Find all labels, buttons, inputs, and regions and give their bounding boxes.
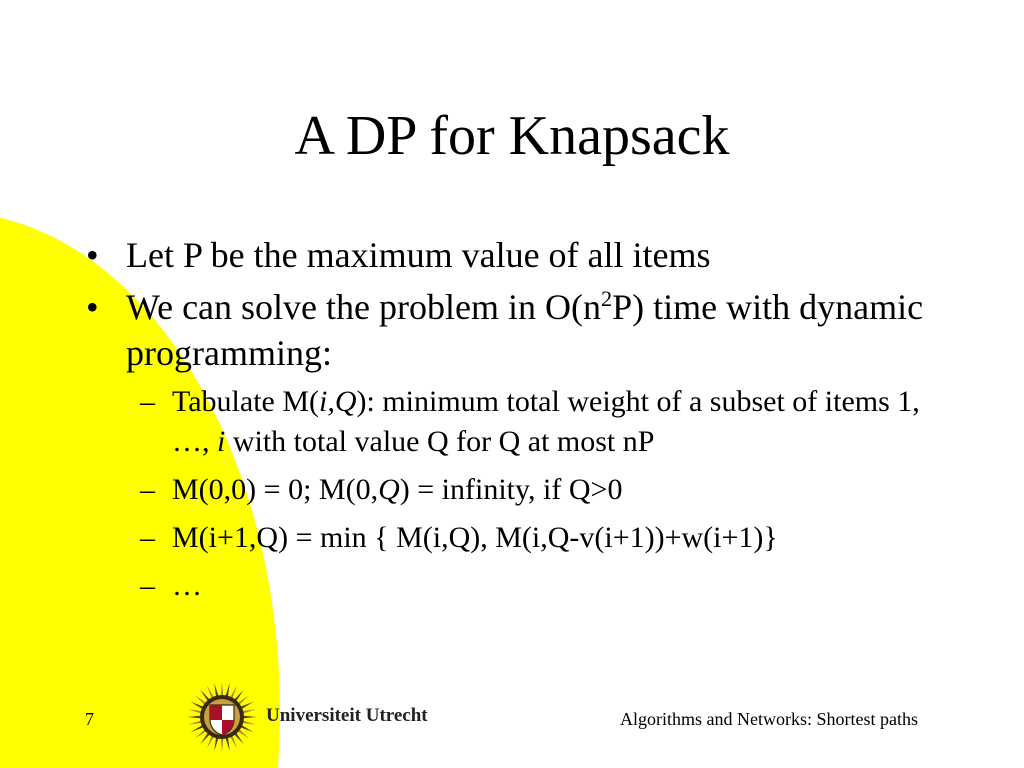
slide-title: A DP for Knapsack xyxy=(294,105,730,167)
bullet-symbol: • xyxy=(86,287,99,327)
subbullet-text xyxy=(172,569,202,602)
text-run: M(i+1,Q) = min { M(i,Q), M(i,Q-v(i+1))+w(i+1)} xyxy=(172,521,778,554)
seal-ray xyxy=(242,716,257,719)
text-run: with total value Q for Q at most nP xyxy=(225,425,655,458)
text-run: P) time with dynamic programming: xyxy=(126,287,924,373)
university-name: Universiteit Utrecht xyxy=(266,705,428,726)
dash-symbol: – xyxy=(140,569,155,602)
slide-content xyxy=(82,232,962,614)
text-run: Q xyxy=(378,473,400,506)
subbullet-1 xyxy=(126,382,962,462)
subbullet-2 xyxy=(126,470,962,510)
seal-ray xyxy=(221,682,224,697)
bullet-symbol: • xyxy=(86,235,99,275)
subbullet-4 xyxy=(126,566,962,606)
dash-symbol: – xyxy=(140,385,155,418)
text-run: ) = infinity, if Q>0 xyxy=(399,473,623,506)
bullet-1 xyxy=(82,232,962,278)
text-run: ): minimum total weight of a subset of items 1, …, xyxy=(172,385,920,458)
text-run: M(0,0) = 0; M(0, xyxy=(172,473,379,506)
seal-ray xyxy=(187,716,202,719)
text-run: i,Q xyxy=(319,385,357,418)
subbullet-3 xyxy=(126,518,962,558)
text-run: Let P be the maximum value of all items xyxy=(126,235,711,275)
text-run: We can solve the problem in O(n xyxy=(126,287,601,327)
university-seal-icon xyxy=(186,681,258,753)
text-run: … xyxy=(172,569,202,602)
bullet-text xyxy=(126,235,711,275)
bullet-2 xyxy=(82,284,962,376)
seal-ray xyxy=(221,737,224,752)
text-run: i xyxy=(217,425,226,458)
subbullet-text xyxy=(172,521,778,554)
text-run: 2 xyxy=(600,286,613,311)
footer-course: Algorithms and Networks: Shortest paths xyxy=(620,709,918,729)
subbullet-text xyxy=(172,385,920,458)
dash-symbol: – xyxy=(140,473,155,506)
dash-symbol: – xyxy=(140,521,155,554)
page-number: 7 xyxy=(85,709,94,729)
bullet-text xyxy=(126,287,923,373)
text-run: Tabulate M( xyxy=(172,385,320,418)
subbullet-text xyxy=(172,473,622,506)
